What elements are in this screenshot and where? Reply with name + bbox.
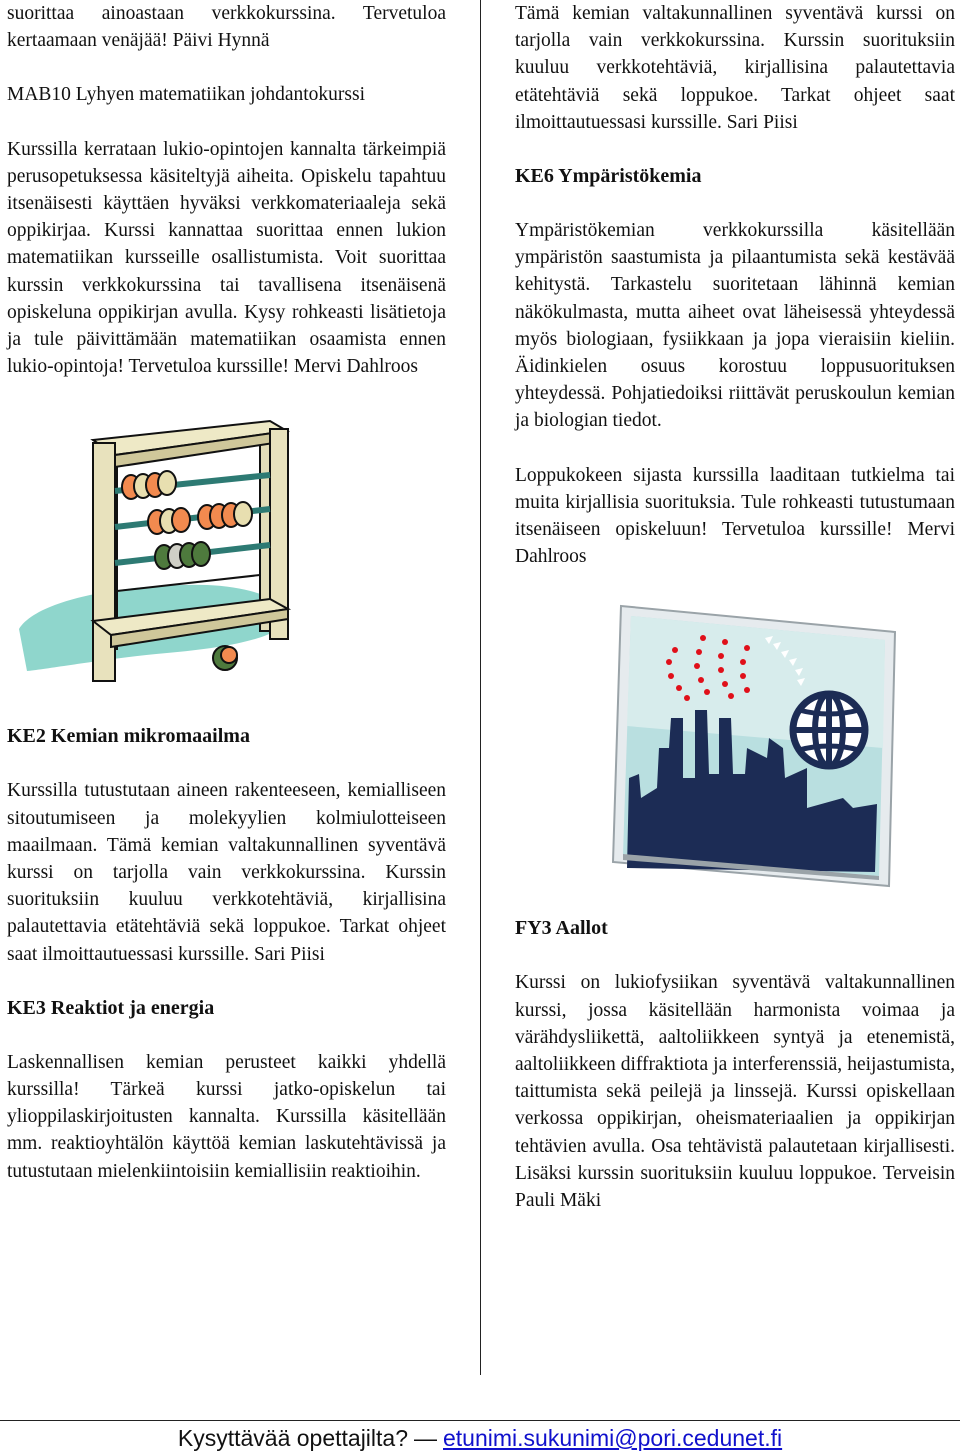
ke3-title: KE3 Reaktiot ja energia: [7, 996, 215, 1019]
footer: [0, 1424, 960, 1452]
ke6-body-1: Ympäristökemian verkkokurssilla käsitellään ympäristön saastumista ja pilaantumista sekä kestävää kehitystä. Tarkastelu suoritetaan lähinnä kemian näkökulmasta, mutta aiheet ovat läheisessä yhteydessä myös biologiaan, fysiikkaan ja jopa vieraisiin kieliin. Äidinkielen osuus korostuu loppusuorituksen yhteydessä. Pohjatiedoiksi riittävät peruskoulun kemian ja biologian tiedot.: [515, 220, 955, 432]
footer-email-link[interactable]: etunimi.sukunimi@pori.cedunet.fi: [443, 1425, 783, 1451]
fy3-title: FY3 Aallot: [515, 917, 608, 940]
abacus-illustration: [7, 403, 307, 703]
right-column: [515, 0, 955, 1214]
factory-globe-illustration: [607, 598, 907, 890]
ke2-title: KE2 Kemian mikromaailma: [7, 725, 250, 748]
intro-tail-text: suorittaa ainoastaan verkkokurssina. Tervetuloa kertaamaan venäjää! Päivi Hynnä: [7, 3, 446, 52]
mab10-title: MAB10 Lyhyen matematiikan johdantokurssi: [7, 84, 365, 106]
mab10-body: Kurssilla kerrataan lukio-opintojen kannalta tärkeimpiä perusopetuksessa käsiteltyjä aiheita. Opiskelu tapahtuu itsenäisesti käyttäen hyväksi verkkomateriaaleja sekä oppikirjaa. Kurssi kannattaa suorittaa ennen lukion matematiikan kursseille osallistumista. Voit suorittaa kurssin verkkokurssina tai tavallisena itsenäisenä opiskeluna oppikirjan avulla. Kysy rohkeasti lisätietoja ja tule päivittämään matematiikan osaamista ennen lukio-opintoja! Tervetuloa kurssille! Mervi Dahlroos: [7, 138, 446, 378]
right-intro-tail-text: Tämä kemian valtakunnallinen syventävä kurssi on tarjolla vain verkkokurssina. Kurssin suorituksiin kuuluu verkkotehtäviä, kirjallisina palautettavia etätehtäviä sekä loppukoe. Tarkat ohjeet saat ilmoittautuessasi kurssille. Sari Piisi: [515, 3, 955, 133]
column-divider: [480, 0, 481, 1375]
left-column: [7, 0, 446, 1185]
ke6-body-2: Loppukokeen sijasta kurssilla laaditaan tutkielma tai muita kirjallisia suorituksia. Tule rohkeasti tutustumaan itsenäiseen opiskeluun! Tervetuloa kurssille! Mervi Dahlroos: [515, 464, 955, 568]
ke3-body: Laskennallisen kemian perusteet kaikki yhdellä kurssilla! Tärkeä kurssi jatko-opiskelun tai ylioppilaskirjoitusten kannalta. Kurssilla käsitellään mm. reaktioyhtälön käyttöä kemian laskutehtävissä ja tutustutaan mielenkiintoisiin kemiallisiin reaktioihin.: [7, 1051, 446, 1182]
footer-rule: [0, 1420, 960, 1421]
footer-question: Kysyttävää opettajilta?: [177, 1425, 408, 1451]
footer-dash: —: [414, 1425, 437, 1451]
fy3-body: Kurssi on lukiofysiikan syventävä valtakunnallinen kurssi, jossa käsitellään harmonista voimaa ja värähdysliikettä, aaltoliikkeen syntyä ja etenemistä, aaltoliikkeen diffraktiota ja interferenssiä, heijastumista, taittumista sekä peilejä ja linssejä. Kurssi opiskellaan verkossa oppikirjan, oheismateriaalien ja oppikirjan tehtävien avulla. Osa tehtävistä palautetaan kirjallisesti. Lisäksi kurssin suorituksiin kuuluu loppukoe. Terveisin Pauli Mäki: [515, 972, 955, 1212]
ke6-title: KE6 Ympäristökemia: [515, 165, 702, 188]
ke2-body: Kurssilla tutustutaan aineen rakenteeseen, kemialliseen sitoutumiseen ja molekyylien kolmiulotteiseen maailmaan. Tämä kemian valtakunnallinen syventävä kurssi on tarjolla vain verkkokurssina. Kurssin suorituksiin kuuluu verkkotehtäviä, kirjallisina palautettavia etätehtäviä sekä loppukoe. Tarkat ohjeet saat ilmoittautuessasi kurssille. Sari Piisi: [7, 780, 446, 965]
